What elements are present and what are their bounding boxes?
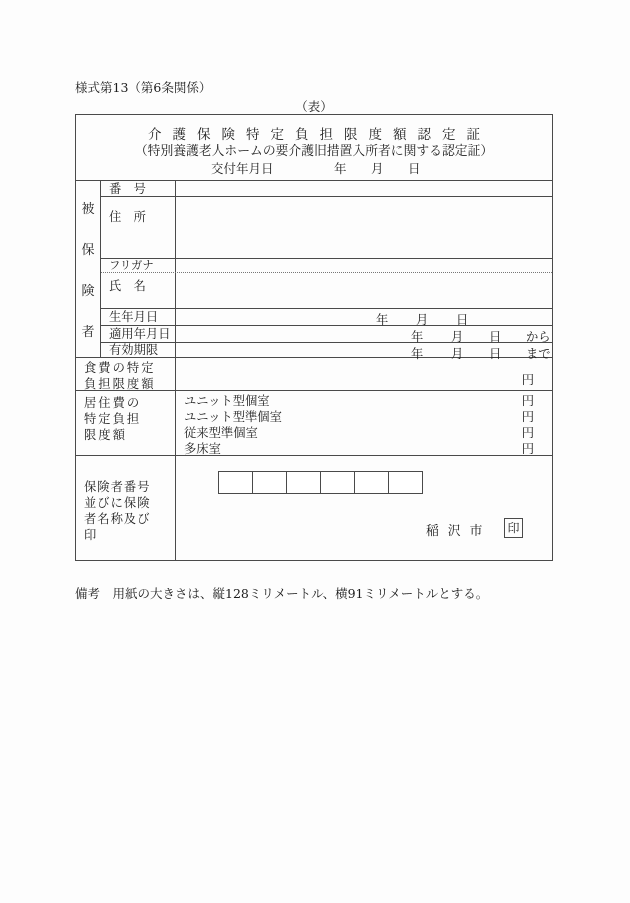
insurer-number-box-6 bbox=[388, 471, 423, 494]
insurer-name: 稲沢市 bbox=[426, 524, 492, 539]
row-address bbox=[101, 197, 552, 259]
number-label: 番 号 bbox=[101, 181, 176, 196]
room-type-row bbox=[176, 393, 552, 409]
row-apply-date bbox=[101, 326, 552, 343]
certificate-subtitle: （特別養護老人ホームの要介護旧措置入所者に関する認定証） bbox=[134, 144, 494, 159]
row-expiry bbox=[101, 343, 552, 361]
expiry-value-cell bbox=[176, 343, 552, 361]
insurer-number-box-5 bbox=[354, 471, 389, 494]
room-type-unit-private: ユニット型個室 bbox=[184, 394, 270, 408]
certificate-header bbox=[76, 115, 552, 181]
issue-day-label: 日 bbox=[408, 161, 421, 176]
apply-day-label: 日 bbox=[489, 330, 502, 344]
issue-year-label: 年 bbox=[334, 161, 347, 176]
room-type-unit-semiprivate: ユニット型準個室 bbox=[184, 410, 282, 424]
residence-limit-section bbox=[76, 391, 552, 456]
birthdate-label: 生年月日 bbox=[101, 309, 176, 325]
form-number-label: 様式第13（第6条関係） bbox=[75, 80, 212, 95]
insurer-label bbox=[76, 456, 176, 560]
room-type-row bbox=[176, 441, 552, 457]
insurer-value-cell bbox=[176, 456, 552, 560]
insurer-label-line2: 並びに保険 bbox=[84, 496, 151, 510]
row-furigana bbox=[101, 259, 552, 273]
room-type-multibed: 多床室 bbox=[184, 442, 221, 456]
row-number bbox=[101, 181, 552, 197]
seal-mark: 印 bbox=[504, 518, 523, 538]
row-birthdate bbox=[101, 309, 552, 326]
apply-date-value-cell bbox=[176, 326, 552, 342]
room2-yen-label: 円 bbox=[521, 410, 534, 424]
room1-yen-label: 円 bbox=[521, 394, 534, 408]
insurer-number-box-2 bbox=[252, 471, 287, 494]
apply-from-label: から bbox=[526, 330, 551, 344]
apply-year-label: 年 bbox=[411, 330, 424, 344]
insured-rows bbox=[101, 181, 552, 361]
insurer-label-line1: 保険者番号 bbox=[84, 480, 151, 494]
address-label: 住 所 bbox=[101, 197, 176, 258]
insured-char-2: 保 bbox=[81, 243, 95, 258]
address-value-cell bbox=[176, 197, 552, 258]
residence-limit-value-cell bbox=[176, 391, 552, 455]
expiry-to-label: まで bbox=[526, 347, 551, 361]
meal-limit-value-cell bbox=[176, 358, 552, 390]
expiry-day-label: 日 bbox=[489, 347, 502, 361]
apply-date-label: 適用年月日 bbox=[101, 326, 176, 342]
expiry-label: 有効期限 bbox=[101, 343, 176, 358]
room-type-row bbox=[176, 409, 552, 425]
remarks-note: 備考 用紙の大きさは、縦128ミリメートル、横91ミリメートルとする。 bbox=[75, 586, 489, 601]
furigana-label: フリガナ bbox=[101, 259, 176, 272]
meal-limit-label-line1: 食費の特定 bbox=[84, 361, 156, 375]
meal-limit-section bbox=[76, 358, 552, 391]
insured-char-4: 者 bbox=[81, 325, 95, 340]
birth-year-label: 年 bbox=[376, 313, 389, 327]
apply-month-label: 月 bbox=[451, 330, 464, 344]
insured-char-1: 被 bbox=[81, 202, 95, 217]
certificate-title: 介護保険特定負担限度額認定証 bbox=[148, 127, 491, 143]
birth-day-label: 日 bbox=[456, 313, 469, 327]
meal-limit-label-line2: 負担限度額 bbox=[84, 377, 156, 391]
insurer-label-line4: 印 bbox=[84, 528, 98, 542]
residence-limit-label-line2: 特定負担 bbox=[84, 412, 142, 426]
insurer-number-boxes bbox=[218, 471, 423, 494]
insurer-number-box-3 bbox=[286, 471, 321, 494]
insurer-label-line3: 者名称及び bbox=[84, 512, 151, 526]
name-label: 氏 名 bbox=[101, 273, 176, 308]
name-value-cell bbox=[176, 273, 552, 308]
residence-limit-label-line3: 限度額 bbox=[84, 428, 127, 442]
meal-yen-label: 円 bbox=[521, 373, 534, 387]
room4-yen-label: 円 bbox=[521, 442, 534, 456]
front-side-label: （表） bbox=[295, 99, 333, 114]
issue-month-label: 月 bbox=[371, 161, 384, 176]
expiry-year-label: 年 bbox=[411, 347, 424, 361]
residence-limit-label-line1: 居住費の bbox=[84, 396, 142, 410]
insurer-number-box-4 bbox=[320, 471, 355, 494]
room-type-conventional-semiprivate: 従来型準個室 bbox=[184, 426, 258, 440]
birthdate-value-cell bbox=[176, 309, 552, 325]
furigana-value-cell bbox=[176, 259, 552, 272]
insurer-number-box-1 bbox=[218, 471, 253, 494]
insured-char-3: 険 bbox=[81, 284, 95, 299]
residence-limit-label bbox=[76, 391, 176, 455]
room3-yen-label: 円 bbox=[521, 426, 534, 440]
row-name bbox=[101, 273, 552, 309]
certificate-table bbox=[75, 114, 553, 561]
insured-person-section bbox=[76, 181, 552, 361]
insurer-section bbox=[76, 456, 552, 560]
expiry-month-label: 月 bbox=[451, 347, 464, 361]
birth-month-label: 月 bbox=[416, 313, 429, 327]
room-type-row bbox=[176, 425, 552, 441]
number-value-cell bbox=[176, 181, 552, 196]
insured-person-vertical-label bbox=[76, 181, 101, 357]
meal-limit-label bbox=[76, 358, 176, 390]
issue-date-row bbox=[76, 159, 552, 177]
issue-date-label: 交付年月日 bbox=[211, 161, 274, 176]
